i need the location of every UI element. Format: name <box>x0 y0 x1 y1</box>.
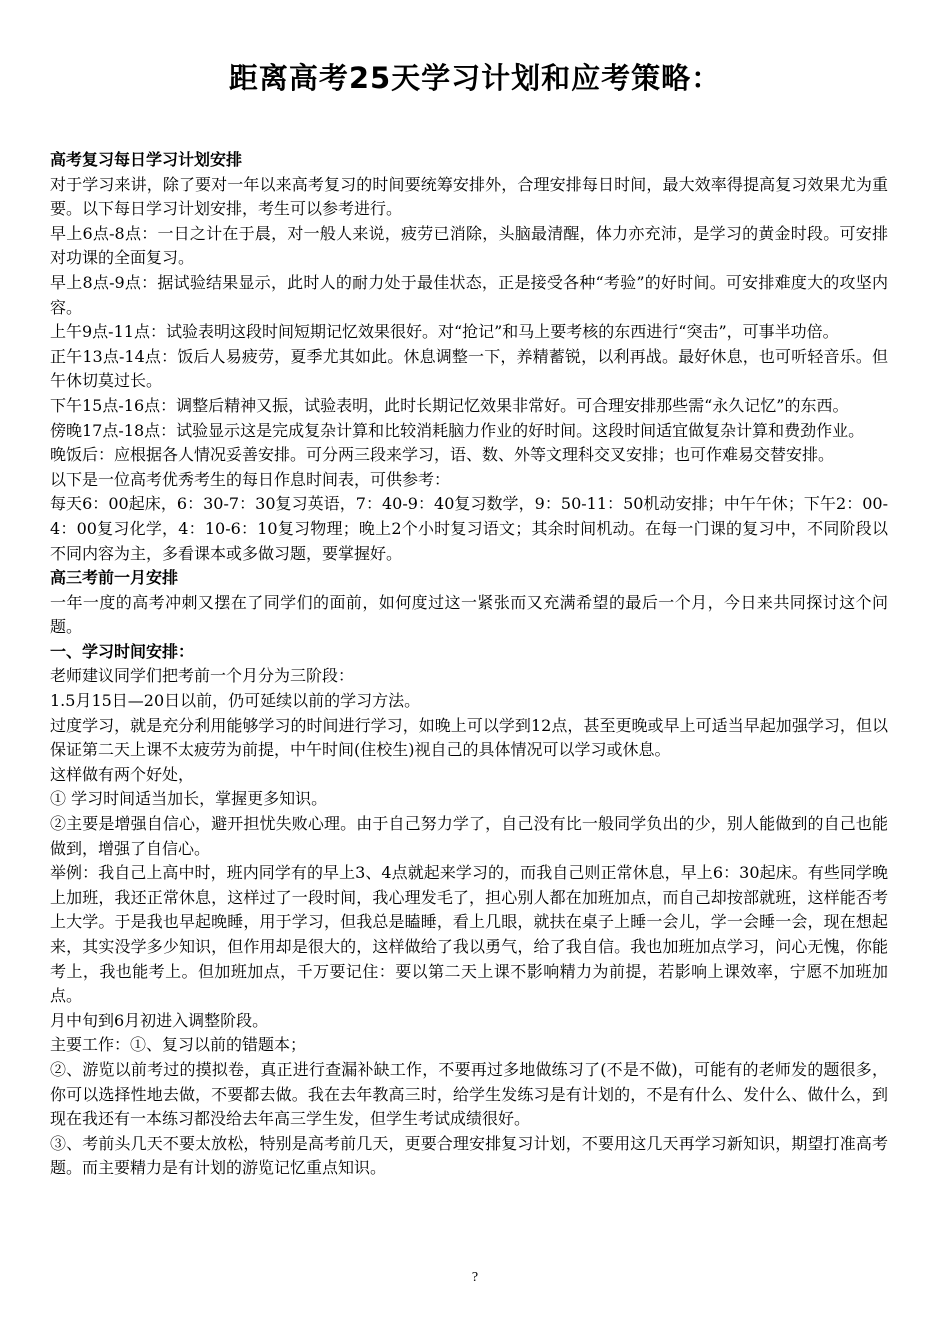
page-number: ? <box>471 1270 479 1285</box>
paragraph: 这样做有两个好处， <box>50 764 195 784</box>
section-heading: 高三考前一月安排 <box>50 568 179 588</box>
paragraph: 傍晚17点-18点：试验显示这是完成复杂计算和比较消耗脑力作业的好时间。这段时间适宜做复杂计算和费劲作业。 <box>50 420 865 440</box>
paragraph: 过度学习，就是充分利用能够学习的时间进行学习，如晚上可以学到12点，甚至更晚或早上可适当早起加强学习，但以保证第二天上课不太疲劳为前提，中午时间(住校生)视自己的具体情况可以学习或休息。 <box>50 715 888 760</box>
paragraph: ① 学习时间适当加长，掌握更多知识。 <box>50 789 328 809</box>
paragraph: 正午13点-14点：饭后人易疲劳，夏季尤其如此。休息调整一下，养精蓄锐，以利再战。最好休息，也可听轻音乐。但午休切莫过长。 <box>50 346 888 391</box>
paragraph: 举例：我自己上高中时，班内同学有的早上3、4点就起来学习的，而我自己则正常休息，早上6：30起床。有些同学晚上加班，我还正常休息，这样过了一段时间，我心理发毛了，担心别人都在加班加点，而自己却按部就班，这样能否考上大学。于是我也早起晚睡，用于学习，但我总是瞌睡，看上几眼，就扶在桌子上睡一会儿，学一会睡一会，现在想起来，其实没学多少知识，但作用却是很大的，这样做给了我以勇气，给了我自信。我也加班加点学习，问心无愧，你能考上，我也能考上。但加班加点，千万要记住：要以第二天上课不影响精力为前提，若影响上课效率，宁愿不加班加点。 <box>50 863 888 1006</box>
paragraph: 早上8点-9点：据试验结果显示，此时人的耐力处于最佳状态，正是接受各种“考验”的好时间。可安排难度大的攻坚内容。 <box>50 272 888 317</box>
paragraph: 晚饭后：应根据各人情况妥善安排。可分两三段来学习，语、数、外等文理科交叉安排；也可作难易交替安排。 <box>50 445 835 465</box>
document-title: 距离高考25天学习计划和应考策略： <box>228 61 722 95</box>
paragraph: 1.5月15日—20日以前，仍可延续以前的学习方法。 <box>50 691 421 711</box>
section-heading: 高考复习每日学习计划安排 <box>50 150 243 169</box>
paragraph: 以下是一位高考优秀考生的每日作息时间表，可供参考： <box>50 469 451 489</box>
paragraph: 对于学习来讲，除了要对一年以来高考复习的时间要统筹安排外，合理安排每日时间，最大效率得提高复习效果尤为重要。以下每日学习计划安排，考生可以参考进行。 <box>50 174 888 219</box>
document-body <box>50 148 888 1181</box>
paragraph: 老师建议同学们把考前一个月分为三阶段： <box>50 666 355 686</box>
paragraph: 一年一度的高考冲刺又摆在了同学们的面前，如何度过这一紧张而又充满希望的最后一个月，今日来共同探讨这个问题。 <box>50 592 888 637</box>
paragraph: ②主要是增强自信心，避开担忧失败心理。由于自己努力学了，自己没有比一般同学负出的少，别人能做到的自己也能做到，增强了自信心。 <box>50 814 888 858</box>
paragraph: 月中旬到6月初进入调整阶段。 <box>50 1010 269 1030</box>
paragraph: ③、考前头几天不要太放松，特别是高考前几天，更要合理安排复习计划，不要用这几天再学习新知识，期望打准高考题。而主要精力是有计划的游览记忆重点知识。 <box>50 1133 888 1178</box>
paragraph: 上午9点-11点：试验表明这段时间短期记忆效果很好。对“抢记”和马上要考核的东西进行“突击”，可事半功倍。 <box>50 322 839 342</box>
paragraph: 下午15点-16点：调整后精神又振，试验表明，此时长期记忆效果非常好。可合理安排那些需“永久记忆”的东西。 <box>50 395 849 415</box>
section-heading: 一、学习时间安排： <box>50 641 195 661</box>
paragraph: 主要工作：①、复习以前的错题本； <box>50 1035 307 1055</box>
paragraph: ②、游览以前考过的摸拟卷，真正进行查漏补缺工作，不要再过多地做练习了(不是不做)，可能有的老师发的题很多，你可以选择性地去做，不要都去做。我在去年教高三时，给学生发练习是有计划的，不是有什么、发什么、做什么，到现在我还有一本练习都没给去年高三学生发，但学生考试成绩很好。 <box>50 1059 888 1129</box>
paragraph: 每天6：00起床，6：30-7：30复习英语，7：40-9：40复习数学，9：50-11：50机动安排；中午午休；下午2：00-4：00复习化学，4：10-6：10复习物理；晚上2个小时复习语文；其余时间机动。在每一门课的复习中，不同阶段以不同内容为主，多看课本或多做习题，要掌握好。 <box>50 494 888 563</box>
paragraph: 早上6点-8点：一日之计在于晨，对一般人来说，疲劳已消除，头脑最清醒，体力亦充沛，是学习的黄金时段。可安排对功课的全面复习。 <box>50 223 888 268</box>
